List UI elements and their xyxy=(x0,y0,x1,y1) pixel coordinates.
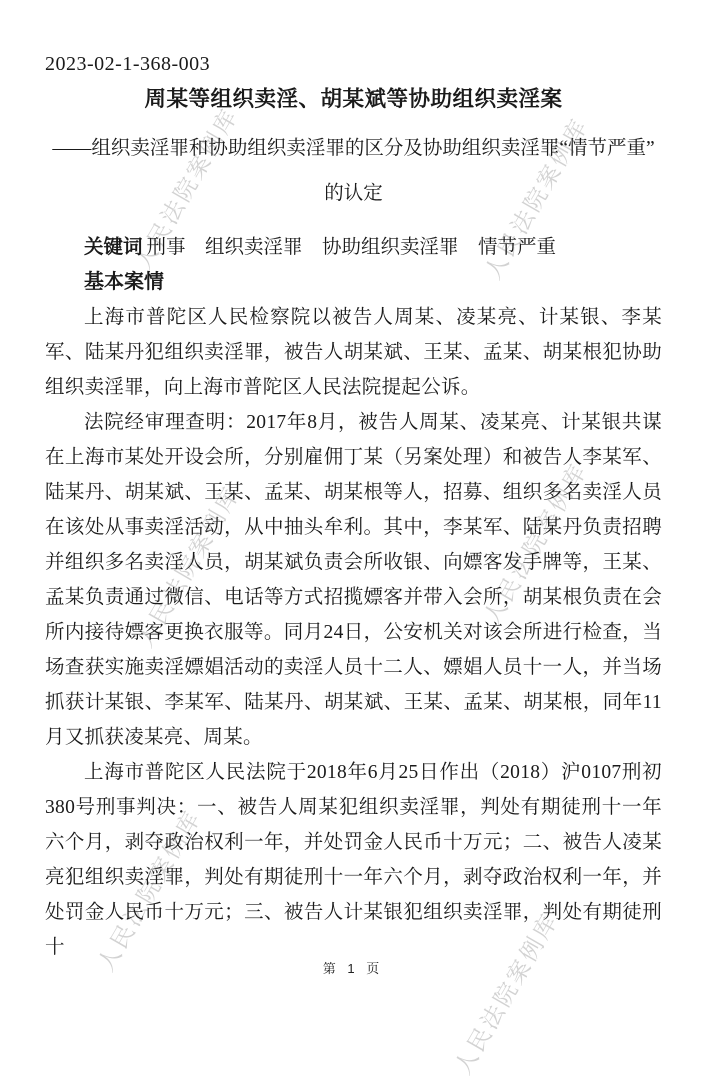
case-document-number: 2023-02-1-368-003 xyxy=(45,53,211,75)
watermark-text: 人民法院案例库 xyxy=(479,458,593,629)
case-subtitle: ——组织卖淫罪和协助组织卖淫罪的区分及协助组织卖淫罪“情节严重”的认定 xyxy=(52,138,655,204)
paragraph-indictment: 上海市普陀区人民检察院以被告人周某、凌某亮、计某银、李某军、陆某丹犯组织卖淫罪，被告人胡某斌、王某、孟某、胡某根犯协助组织卖淫罪，向上海市普陀区人民法院提起公诉。 xyxy=(45,307,662,398)
watermark-text: 人民法院案例库 xyxy=(93,805,207,976)
paragraph-judgment: 上海市普陀区人民法院于2018年6月25日作出（2018）沪0107刑初380号刑事判决：一、被告人周某犯组织卖淫罪，判处有期徒刑十一年六个月，剥夺政治权利一年，并处罚金人民币十万元；二、被告人凌某亮犯组织卖淫罪，判处有期徒刑十一年六个月，剥夺政治权利一年，并处罚金人民币十万元；三、被告人计某银犯组织卖淫罪，判处有期徒刑十 xyxy=(45,762,662,958)
case-title: 周某等组织卖淫、胡某斌等协助组织卖淫案 xyxy=(144,87,563,111)
page-number: 第 1 页 xyxy=(322,961,384,976)
watermark-text: 人民法院案例库 xyxy=(450,908,564,1079)
watermark-text: 人民法院案例库 xyxy=(132,481,246,652)
keywords-label: 关键词 xyxy=(84,236,143,258)
paragraph-facts-found: 法院经审理查明：2017年8月，被告人周某、凌某亮、计某银共谋在上海市某处开设会所，分别雇佣丁某（另案处理）和被告人李某军、陆某丹、胡某斌、王某、孟某、胡某根等人，招募、组织多名卖淫人员在该处从事卖淫活动，从中抽头牟利。其中，李某军、陆某丹负责招聘并组织多名卖淫人员，胡某斌负责会所收银、向嫖客发手牌等，王某、孟某负责通过微信、电话等方式招揽嫖客并带入会所，胡某根负责在会所内接待嫖客更换衣服等。同月24日，公安机关对该会所进行检查，当场查获实施卖淫嫖娼活动的卖淫人员十二人、嫖娼人员十一人，并当场抓获计某银、李某军、陆某丹、胡某斌、王某、孟某、胡某根，同年11月又抓获凌某亮、周某。 xyxy=(45,412,662,748)
watermark-text: 人民法院案例库 xyxy=(480,113,594,284)
keywords-line xyxy=(45,230,662,265)
keywords-text: 刑事 组织卖淫罪 协助组织卖淫罪 情节严重 xyxy=(146,237,557,258)
watermark-text: 人民法院案例库 xyxy=(130,103,244,274)
section-heading-basic-facts: 基本案情 xyxy=(84,271,164,293)
